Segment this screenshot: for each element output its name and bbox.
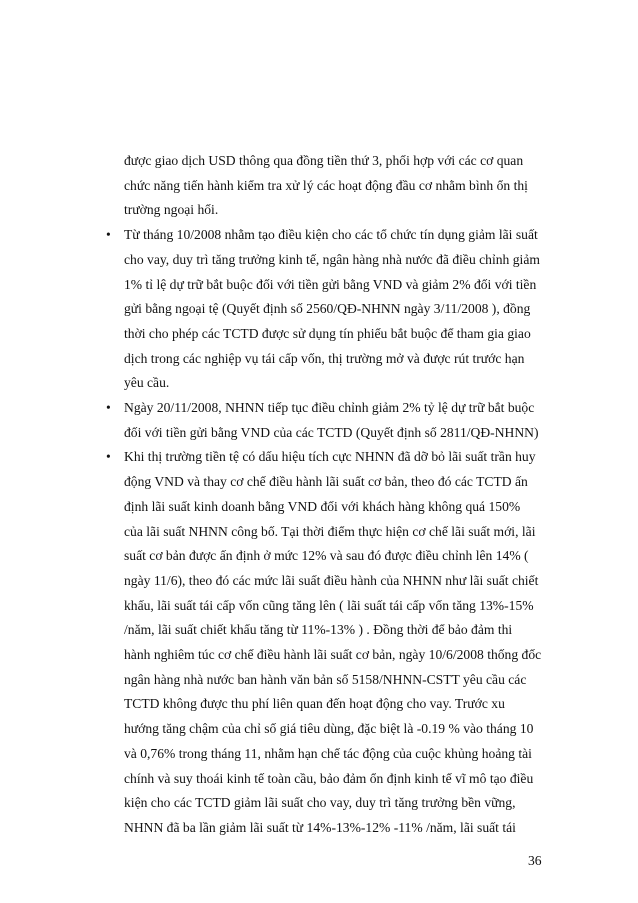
text-line: chức năng tiến hành kiểm tra xử lý các hoạt động đầu cơ nhằm bình ổn thị	[124, 178, 528, 193]
text-line: được giao dịch USD thông qua đồng tiền thứ 3, phối hợp với các cơ quan	[124, 153, 524, 168]
text-line: khấu, lãi suất tái cấp vốn cũng tăng lên ( lãi suất tái cấp vốn tăng 13%-15%	[124, 598, 534, 613]
text-line: của lãi suất NHNN công bố. Tại thời điểm thực hiện cơ chế lãi suất mới, lãi	[124, 524, 536, 539]
bullet-marker: •	[106, 400, 111, 415]
text-line: 1% tỉ lệ dự trữ bắt buộc đối với tiền gửi bằng VND và giảm 2% đối với tiền	[124, 277, 537, 292]
text-line: hướng tăng chậm của chỉ số giá tiêu dùng, đặc biệt là -0.19 % vào tháng 10	[124, 721, 534, 736]
text-line: Khi thị trường tiền tệ có dấu hiệu tích cực NHNN đã dỡ bỏ lãi suất trần huy	[124, 449, 536, 464]
text-line: suất cơ bản được ấn định ở mức 12% và sau đó được điều chỉnh lên 14% (	[124, 548, 529, 563]
text-line: trường ngoại hối.	[124, 202, 219, 217]
bullet-marker: •	[106, 227, 111, 242]
text-line: /năm, lãi suất chiết khấu tăng từ 11%-13% ) . Đồng thời để bảo đảm thi	[124, 622, 513, 637]
text-line: yêu cầu.	[124, 375, 170, 390]
text-line: ngân hàng nhà nước ban hành văn bản số 5158/NHNN-CSTT yêu cầu các	[124, 672, 527, 687]
text-line: thời cho phép các TCTD được sử dụng tín phiếu bắt buộc để tham gia giao	[124, 326, 531, 341]
bullet-marker: •	[106, 449, 111, 464]
text-line: Từ tháng 10/2008 nhằm tạo điều kiện cho các tổ chức tín dụng giảm lãi suất	[124, 227, 538, 242]
text-line: ngày 11/6), theo đó các mức lãi suất điều hành của NHNN như lãi suất chiết	[124, 573, 539, 588]
text-line: TCTD không được thu phí liên quan đến hoạt động cho vay. Trước xu	[124, 696, 505, 711]
text-line: động VND và thay cơ chế điều hành lãi suất cơ bản, theo đó các TCTD ấn	[124, 474, 528, 489]
text-line: NHNN đã ba lần giảm lãi suất từ 14%-13%-12% -11% /năm, lãi suất tái	[124, 820, 516, 835]
page-number: 36	[528, 853, 542, 868]
text-line: dịch trong các nghiệp vụ tái cấp vốn, thị trường mở và được rút trước hạn	[124, 351, 525, 366]
text-line: và 0,76% trong tháng 11, nhằm hạn chế tác động của cuộc khủng hoảng tài	[124, 746, 532, 761]
text-line: đối với tiền gửi bằng VND của các TCTD (Quyết định số 2811/QĐ-NHNN)	[124, 425, 539, 440]
text-line: định lãi suất kinh doanh bằng VND đối với khách hàng không quá 150%	[124, 499, 521, 514]
text-line: Ngày 20/11/2008, NHNN tiếp tục điều chỉnh giảm 2% tỷ lệ dự trữ bắt buộc	[124, 400, 535, 415]
text-line: hành nghiêm túc cơ chế điều hành lãi suất cơ bản, ngày 10/6/2008 thống đốc	[124, 647, 542, 662]
text-line: cho vay, duy trì tăng trưởng kinh tế, ngân hàng nhà nước đã điều chỉnh giảm	[124, 252, 540, 267]
text-line: gửi bằng ngoại tệ (Quyết định số 2560/QĐ-NHNN ngày 3/11/2008 ), đồng	[124, 301, 531, 316]
text-line: kiện cho các TCTD giảm lãi suất cho vay, duy trì tăng trưởng bền vững,	[124, 795, 516, 810]
text-line: chính và suy thoái kinh tế toàn cầu, bảo đảm ổn định kinh tế vĩ mô tạo điều	[124, 771, 534, 786]
